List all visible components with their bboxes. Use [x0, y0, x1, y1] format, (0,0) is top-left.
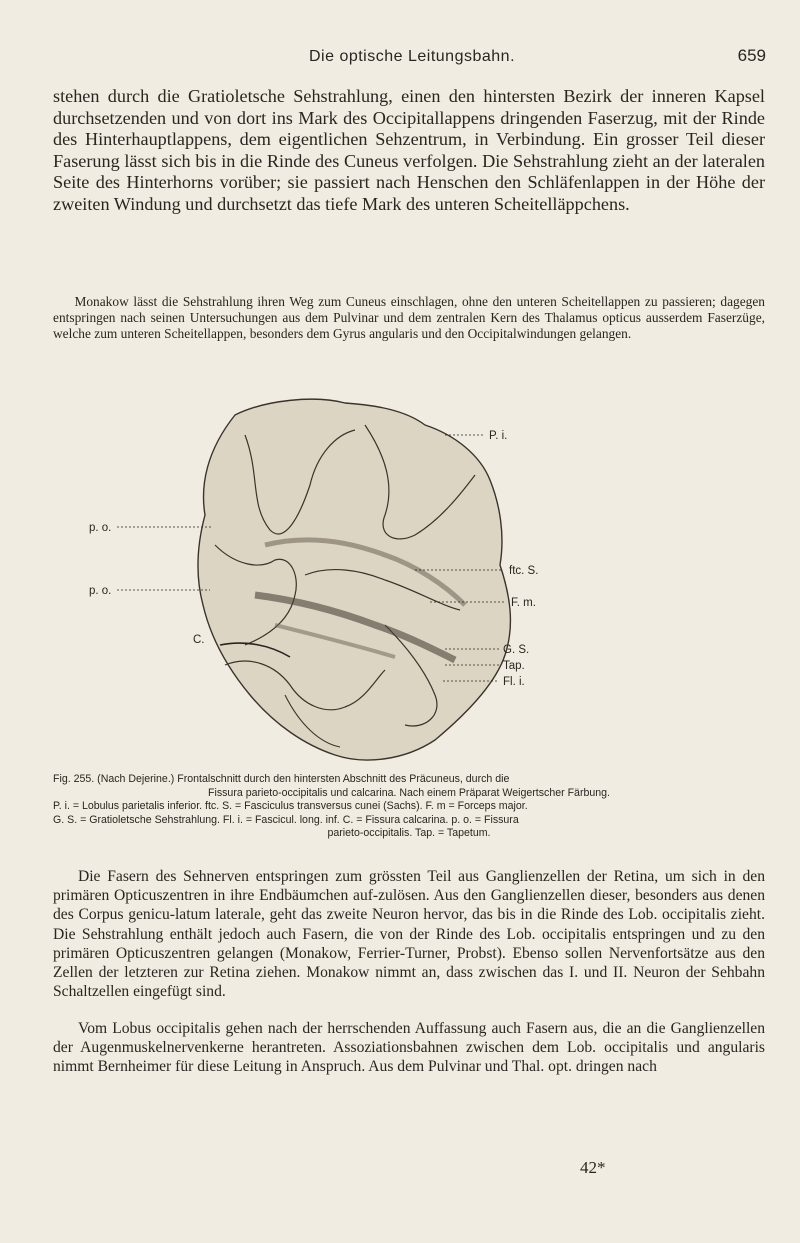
brain-section-illustration — [85, 395, 725, 765]
label-pi: P. i. — [489, 430, 508, 442]
caption-line: Fig. 255. (Nach Dejerine.) Frontalschnitt durch den hintersten Abschnitt des Präcuneus, durch die — [53, 773, 510, 785]
label-tap: Tap. — [503, 660, 525, 672]
label-po-bottom: p. o. — [89, 585, 112, 597]
figure-caption — [53, 773, 765, 841]
caption-line: parieto-occipitalis. Tap. = Tapetum. — [327, 827, 491, 840]
paragraph-lobus-occipitalis: Vom Lobus occipitalis gehen nach der herrschenden Auffassung auch Fasern aus, die an die Ganglienzellen der Augenmuskelnervenkerne herantreten. Assoziationsbahnen zwischen dem Lob. occipitalis und angularis nimmt Bernheimer für diese Leitung in Anspruch. Aus dem Pulvinar und Thal. opt. dringen nach — [53, 1020, 765, 1076]
caption-line: P. i. = Lobulus parietalis inferior. ftc. S. = Fasciculus transversus cunei (Sachs). F. m = Forceps major. — [53, 800, 528, 813]
label-ftcs: ftc. S. — [509, 565, 539, 577]
label-fm: F. m. — [511, 597, 536, 609]
caption-line: G. S. = Gratioletsche Sehstrahlung. Fl. i. = Fascicul. long. inf. C. = Fissura calcarina. p. o. = Fissura — [53, 813, 519, 826]
paragraph-monakow: Monakow lässt die Sehstrahlung ihren Weg zum Cuneus einschlagen, ohne den unteren Scheitellappen zu passieren; dagegen entspringen nach seinen Untersuchungen aus dem Pulvinar und dem zentralen Kern des Thalamus opticus ausserdem Faserzüge, welche zum unteren Scheitellappen, besonders dem Gyrus angularis und den Occipitalwindungen gelangen. — [53, 294, 765, 342]
page-header — [52, 48, 772, 78]
paragraph-gratiolet: stehen durch die Gratioletsche Sehstrahlung, einen den hintersten Bezirk der inneren Kapsel durchsetzenden und von dort ins Mark des Occipitallappens dringenden Faserzug, mit der Rinde des Hinterhauptlappens, dem eigentlichen Sehzentrum, in Verbindung. Ein grosser Teil dieser Faserung lässt sich bis in die Rinde des Cuneus verfolgen. Die Sehstrahlung zieht an der lateralen Seite des Hinterhorns vorüber; sie passiert nach Henschen den Schläfenlappen in der Höhe der zweiten Windung und durchsetzt das tiefe Mark des unteren Scheitelläppchens. — [53, 86, 765, 214]
page-number: 659 — [737, 46, 766, 65]
label-fli: Fl. i. — [503, 676, 525, 688]
caption-line: Fissura parieto-occipitalis und calcarina. Nach einem Präparat Weigertscher Färbung. — [208, 786, 610, 799]
section-outline — [198, 399, 511, 760]
running-title: Die optische Leitungsbahn. — [308, 48, 516, 65]
signature-mark: 42* — [580, 1158, 606, 1177]
figure-frontal-section — [85, 395, 725, 765]
label-gs: G. S. — [503, 644, 530, 656]
label-c: C. — [193, 634, 205, 646]
paragraph-sehnerv: Die Fasern des Sehnerven entspringen zum grössten Teil aus Ganglienzellen der Retina, um sich in den primären Opticuszentren in ihre Endbäumchen auf-zulösen. Aus den Ganglienzellen dieser, besonders aus denen des Corpus genicu-latum laterale, geht das zweite Neuron hervor, das bis in die Rinde des Lob. occipitalis zieht. Die Sehstrahlung enthält jedoch auch Fasern, die von der Rinde des Lob. occipitalis entspringen und zu den primären Opticuszentren gelangen (Monakow, Ferrier-Turner, Probst). Ebenso sollen Nervenfortsätze aus den Zellen der letzteren zur Retina ziehen. Monakow nimmt an, dass zwischen das I. und II. Neuron der Sehbahn Schaltzellen eingefügt sind. — [53, 868, 765, 1001]
label-po-top: p. o. — [89, 522, 112, 534]
